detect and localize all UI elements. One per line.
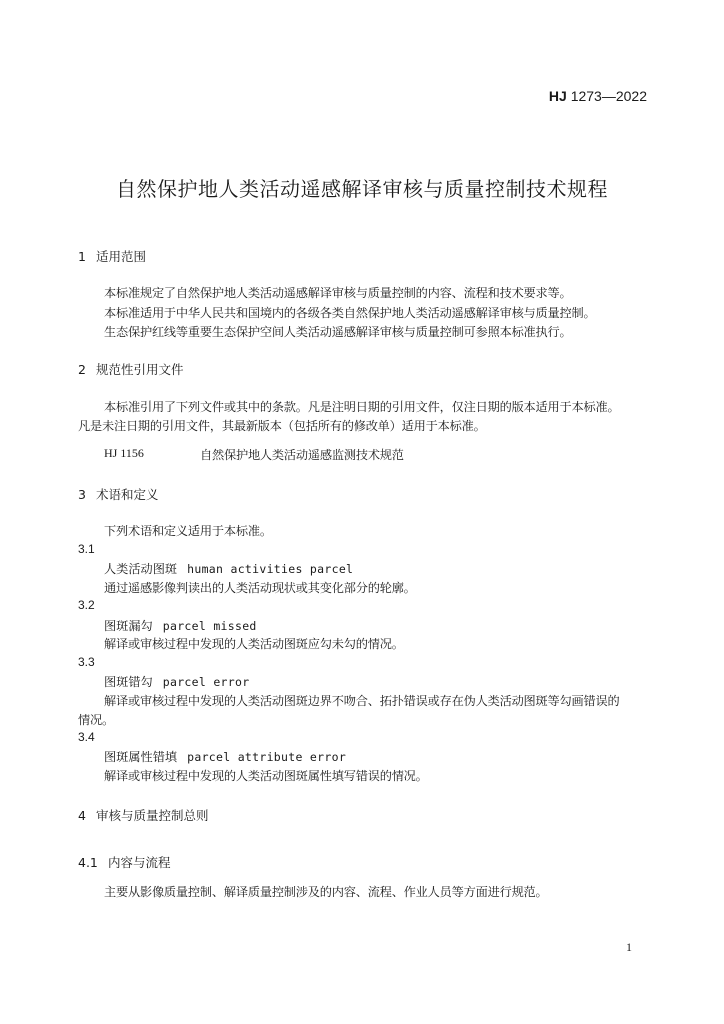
term-english: parcel attribute error — [187, 750, 347, 764]
term-name — [104, 560, 353, 577]
term-number: 3.4 — [78, 730, 95, 744]
section-3-heading — [78, 485, 159, 503]
term-name — [104, 748, 346, 765]
subsection-4-1-heading — [78, 853, 171, 871]
section-title: 适用范围 — [96, 249, 147, 264]
section-1-heading — [78, 247, 146, 265]
section-number: 3 — [78, 487, 86, 502]
standard-code — [549, 88, 647, 104]
term-number: 3.1 — [78, 542, 95, 556]
term-english: parcel error — [162, 675, 250, 689]
section-title: 术语和定义 — [96, 487, 159, 502]
term-number: 3.3 — [78, 655, 95, 669]
term-chinese: 图斑错勾 — [104, 675, 153, 689]
term-chinese: 图斑属性错填 — [104, 750, 178, 764]
section-title: 审核与质量控制总则 — [96, 808, 209, 823]
standard-code-number: 1273—2022 — [570, 88, 647, 104]
section-4-heading — [78, 806, 209, 824]
paragraph: 本标准规定了自然保护地人类活动遥感解译审核与质量控制的内容、流程和技术要求等。 — [104, 286, 572, 300]
term-number: 3.2 — [78, 598, 95, 612]
section-number: 2 — [78, 362, 86, 377]
term-chinese: 人类活动图斑 — [104, 562, 178, 576]
document-title: 自然保护地人类活动遥感解译审核与质量控制技术规程 — [116, 177, 608, 201]
paragraph-continuation: 凡是未注日期的引用文件，其最新版本（包括所有的修改单）适用于本标准。 — [78, 419, 486, 433]
reference-code: HJ 1156 — [104, 446, 144, 460]
term-definition: 解译或审核过程中发现的人类活动图斑应勾未勾的情况。 — [104, 637, 404, 651]
term-name — [104, 617, 257, 634]
term-definition-continuation: 情况。 — [78, 713, 114, 727]
paragraph: 生态保护红线等重要生态保护空间人类活动遥感解译审核与质量控制可参照本标准执行。 — [104, 325, 572, 339]
section-2-heading — [78, 360, 184, 378]
page-number: 1 — [626, 940, 632, 954]
section-number: 1 — [78, 249, 86, 264]
term-name — [104, 673, 249, 690]
section-title: 规范性引用文件 — [96, 362, 184, 377]
subsection-title: 内容与流程 — [108, 855, 171, 870]
paragraph: 主要从影像质量控制、解译质量控制涉及的内容、流程、作业人员等方面进行规范。 — [104, 885, 548, 899]
term-definition: 解译或审核过程中发现的人类活动图斑属性填写错误的情况。 — [104, 769, 428, 783]
paragraph: 本标准适用于中华人民共和国境内的各级各类自然保护地人类活动遥感解译审核与质量控制。 — [104, 306, 596, 320]
reference-title: 自然保护地人类活动遥感监测技术规范 — [200, 448, 404, 462]
subsection-number: 4.1 — [78, 855, 98, 870]
term-english: human activities parcel — [187, 562, 354, 576]
term-definition: 通过遥感影像判读出的人类活动现状或其变化部分的轮廓。 — [104, 581, 416, 595]
term-english: parcel missed — [162, 619, 257, 633]
paragraph: 下列术语和定义适用于本标准。 — [104, 524, 272, 538]
term-definition: 解译或审核过程中发现的人类活动图斑边界不吻合、拓扑错误或存在伪人类活动图斑等勾画错误的 — [104, 694, 620, 708]
term-chinese: 图斑漏勾 — [104, 619, 153, 633]
standard-code-prefix: HJ — [548, 88, 567, 104]
paragraph: 本标准引用了下列文件或其中的条款。凡是注明日期的引用文件，仅注日期的版本适用于本标准。 — [104, 400, 620, 414]
section-number: 4 — [78, 808, 86, 823]
